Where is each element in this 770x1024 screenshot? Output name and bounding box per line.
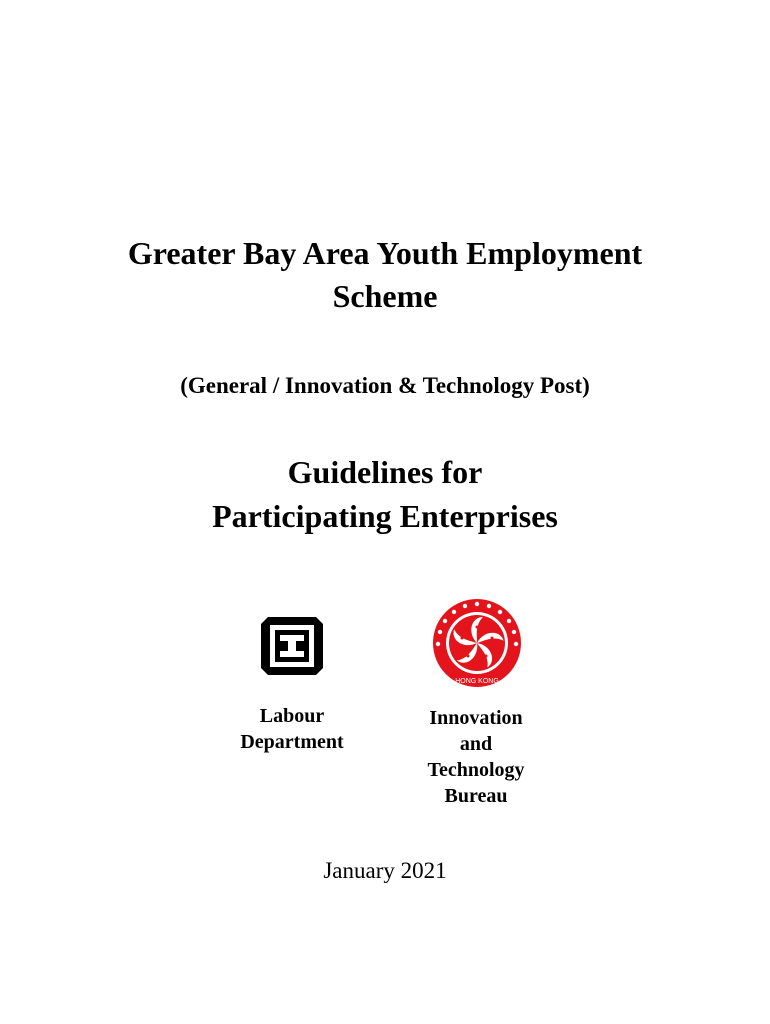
emblem-text: HONG KONG	[455, 678, 499, 685]
publication-date: January 2021	[323, 858, 447, 883]
labour-department-label-line-2: Department	[240, 731, 344, 753]
itb-label-line-3: Technology	[427, 759, 525, 781]
guidelines-heading-line-1: Guidelines for	[287, 454, 483, 490]
document-title	[0, 232, 770, 318]
itb-label-line-1: Innovation	[429, 707, 523, 729]
itb-label-line-2: and	[459, 733, 493, 755]
labour-department-logo-icon	[261, 617, 323, 675]
labour-department-label	[212, 703, 372, 755]
hong-kong-emblem-icon	[431, 597, 523, 689]
itb-label	[396, 705, 556, 809]
guidelines-heading-line-2: Participating Enterprises	[212, 498, 558, 534]
document-title-line-2: Scheme	[332, 278, 438, 314]
itb-label-line-4: Bureau	[444, 785, 508, 807]
document-subtitle: (General / Innovation & Technology Post)	[180, 373, 590, 398]
document-title-line-1: Greater Bay Area Youth Employment	[127, 235, 643, 271]
guidelines-heading	[0, 450, 770, 538]
labour-department-label-line-1: Labour	[259, 705, 325, 727]
